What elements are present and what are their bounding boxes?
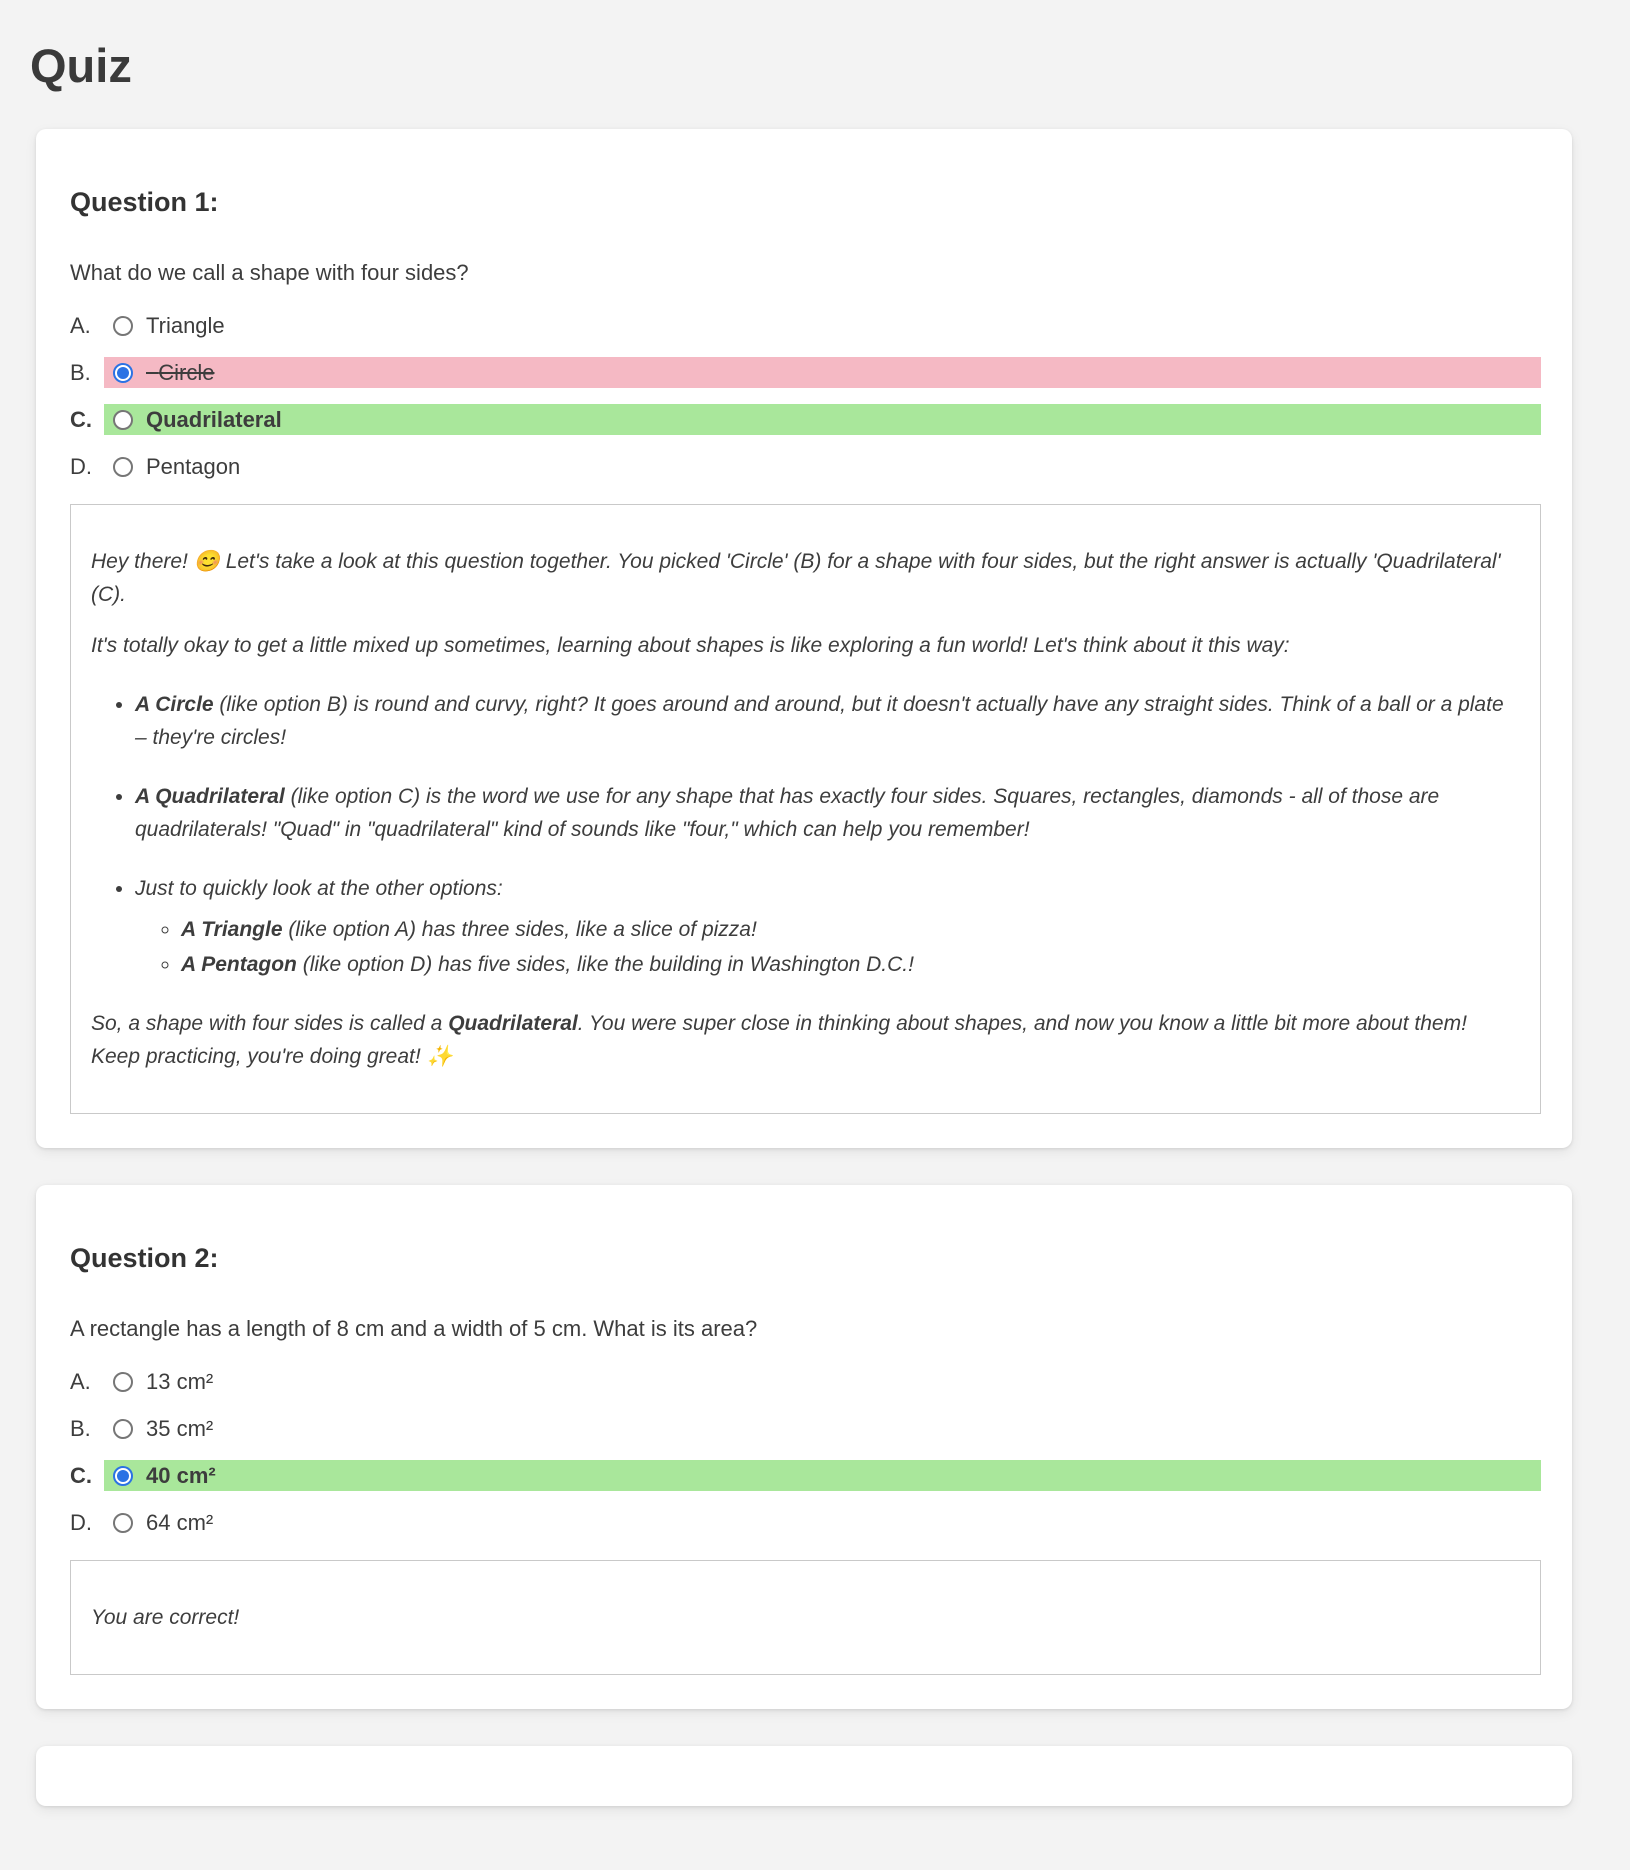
radio-button-checked-icon[interactable]	[113, 1466, 133, 1486]
feedback-paragraph	[91, 1007, 1520, 1073]
option-body	[104, 310, 1541, 341]
feedback-sub-bullet-list	[135, 913, 1520, 981]
option-row-b[interactable]	[70, 357, 1541, 388]
option-label: 13 cm²	[146, 1368, 214, 1394]
question-1-options	[70, 310, 1541, 482]
question-2-text: A rectangle has a length of 8 cm and a width of 5 cm. What is its area?	[70, 1316, 758, 1341]
feedback-bullet	[135, 780, 1520, 846]
option-row-b[interactable]	[70, 1413, 1541, 1444]
option-label: 64 cm²	[146, 1509, 214, 1535]
option-row-c[interactable]	[70, 404, 1541, 435]
feedback-text: . You were super close in thinking about shapes, and now you know a little bit more about them! Keep practicing, you're doing great! ✨	[91, 1012, 1467, 1068]
option-row-a[interactable]	[70, 1366, 1541, 1397]
option-label: Quadrilateral	[146, 406, 282, 432]
question-card-1	[36, 129, 1572, 1148]
option-letter: B.	[70, 1415, 91, 1441]
option-letter: A.	[70, 312, 91, 338]
option-label: Triangle	[146, 312, 225, 338]
option-letter: C.	[70, 406, 92, 432]
feedback-sub-bullet	[181, 913, 1520, 946]
feedback-box	[70, 504, 1541, 1114]
bullet-lead: A Triangle	[181, 918, 283, 941]
bullet-text: (like option D) has five sides, like the building in Washington D.C.!	[296, 953, 914, 976]
question-card-partial	[36, 1746, 1572, 1806]
feedback-text: So, a shape with four sides is called a	[91, 1012, 449, 1035]
feedback-bullet	[135, 688, 1520, 754]
feedback-paragraph: You are correct!	[91, 1606, 240, 1629]
option-body	[104, 1507, 1541, 1538]
radio-button-unchecked-icon[interactable]	[113, 1372, 133, 1392]
option-label: 35 cm²	[146, 1415, 214, 1441]
option-letter: C.	[70, 1462, 92, 1488]
option-row-c[interactable]	[70, 1460, 1541, 1491]
question-2-heading: Question 2:	[70, 1243, 219, 1273]
option-letter: D.	[70, 453, 92, 479]
option-row-a[interactable]	[70, 310, 1541, 341]
option-body-correct	[104, 1460, 1541, 1491]
radio-button-unchecked-icon[interactable]	[113, 1419, 133, 1439]
option-body	[104, 1366, 1541, 1397]
bullet-lead: A Quadrilateral	[135, 785, 285, 808]
radio-button-checked-icon[interactable]	[113, 363, 133, 383]
bullet-text: (like option A) has three sides, like a slice of pizza!	[282, 918, 757, 941]
option-letter: A.	[70, 1368, 91, 1394]
option-letter: B.	[70, 359, 91, 385]
bullet-text: (like option C) is the word we use for any shape that has exactly four sides. Squares, rectangles, diamonds - all of those are quadrilaterals! "Quad" in "quadrilateral" kind of sounds like "four," which can help you remember!	[135, 785, 1440, 841]
bullet-lead: A Pentagon	[181, 953, 297, 976]
question-1-heading: Question 1:	[70, 187, 219, 217]
option-row-d[interactable]	[70, 451, 1541, 482]
option-row-d[interactable]	[70, 1507, 1541, 1538]
question-2-options	[70, 1366, 1541, 1538]
radio-button-unchecked-icon[interactable]	[113, 410, 133, 430]
feedback-sub-bullet	[181, 948, 1520, 981]
option-body-correct	[104, 404, 1541, 435]
question-card-2	[36, 1185, 1572, 1709]
option-letter: D.	[70, 1509, 92, 1535]
question-1-text: What do we call a shape with four sides?	[70, 260, 469, 285]
page-title: Quiz	[30, 39, 132, 92]
feedback-bold-text: Quadrilateral	[448, 1012, 578, 1035]
option-body	[104, 451, 1541, 482]
option-label: Pentagon	[146, 453, 241, 479]
option-body	[104, 1413, 1541, 1444]
radio-button-unchecked-icon[interactable]	[113, 1513, 133, 1533]
radio-button-unchecked-icon[interactable]	[113, 316, 133, 336]
feedback-bullet	[135, 872, 1520, 981]
feedback-paragraph: It's totally okay to get a little mixed up sometimes, learning about shapes is like exploring a fun world! Let's think about it this way:	[91, 634, 1290, 657]
bullet-lead: A Circle	[135, 693, 214, 716]
option-label: Circle	[158, 359, 215, 385]
radio-button-unchecked-icon[interactable]	[113, 457, 133, 477]
option-label: 40 cm²	[146, 1462, 216, 1488]
bullet-text: Just to quickly look at the other options:	[135, 877, 503, 900]
feedback-box	[70, 1560, 1541, 1675]
feedback-bullet-list	[91, 688, 1520, 981]
option-body-incorrect	[104, 357, 1541, 388]
feedback-paragraph: Hey there! 😊 Let's take a look at this question together. You picked 'Circle' (B) for a shape with four sides, but the right answer is actually 'Quadrilateral' (C).	[91, 550, 1501, 606]
bullet-text: (like option B) is round and curvy, right? It goes around and around, but it doesn't actually have any straight sides. Think of a ball or a plate – they're circles!	[135, 693, 1504, 749]
